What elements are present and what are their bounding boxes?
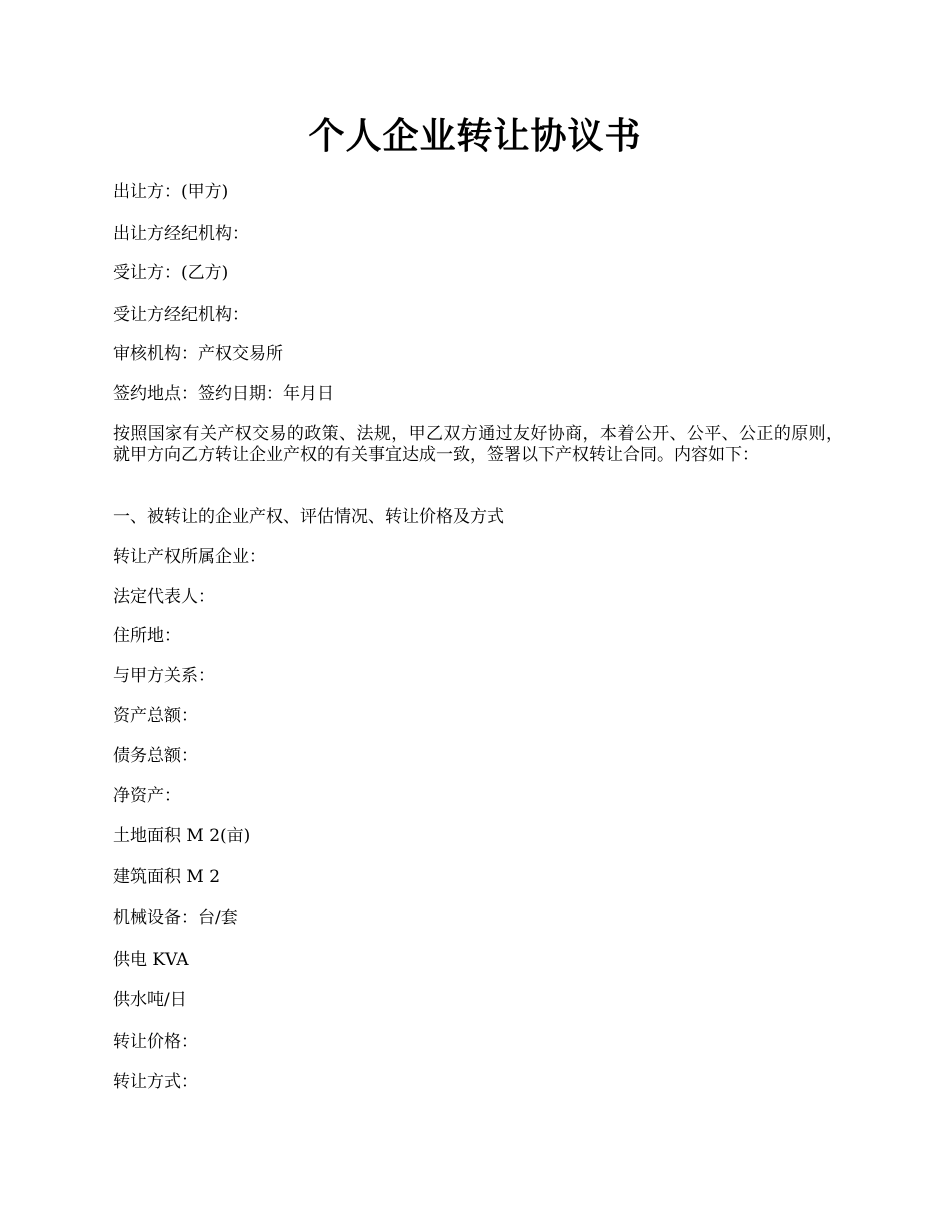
item-transfer-price: 转让价格：: [113, 1032, 198, 1052]
section-1-heading: 一、被转让的企业产权、评估情况、转让价格及方式: [113, 507, 504, 527]
item-total-assets: 资产总额：: [113, 706, 198, 726]
transferee-line: 受让方：(乙方): [113, 263, 229, 283]
item-land-area: 土地面积 M 2(亩): [113, 826, 251, 846]
intro-paragraph: 按照国家有关产权交易的政策、法规，甲乙双方通过友好协商，本着公开、公平、公正的原则，就甲方向乙方转让企业产权的有关事宜达成一致，签署以下产权转让合同。内容如下：: [113, 424, 843, 465]
transferor-line: 出让方：(甲方): [113, 182, 229, 202]
item-water-supply: 供水吨/日: [113, 990, 187, 1010]
transferee-broker-line: 受让方经纪机构：: [113, 305, 249, 325]
item-power-supply: 供电 KVA: [113, 950, 189, 970]
signing-place-date-line: 签约地点：签约日期：年月日: [113, 384, 334, 404]
item-enterprise: 转让产权所属企业：: [113, 547, 266, 567]
transferor-broker-line: 出让方经纪机构：: [113, 224, 249, 244]
document-title: 个人企业转让协议书: [308, 115, 642, 157]
review-agency-line: 审核机构：产权交易所: [113, 344, 283, 364]
item-relation: 与甲方关系：: [113, 666, 215, 686]
item-transfer-method: 转让方式：: [113, 1072, 198, 1092]
item-total-debts: 债务总额：: [113, 746, 198, 766]
item-net-assets: 净资产：: [113, 786, 181, 806]
item-legal-representative: 法定代表人：: [113, 587, 215, 607]
item-building-area: 建筑面积 M 2: [113, 867, 221, 887]
item-domicile: 住所地：: [113, 626, 181, 646]
item-machinery: 机械设备：台/套: [113, 908, 238, 928]
